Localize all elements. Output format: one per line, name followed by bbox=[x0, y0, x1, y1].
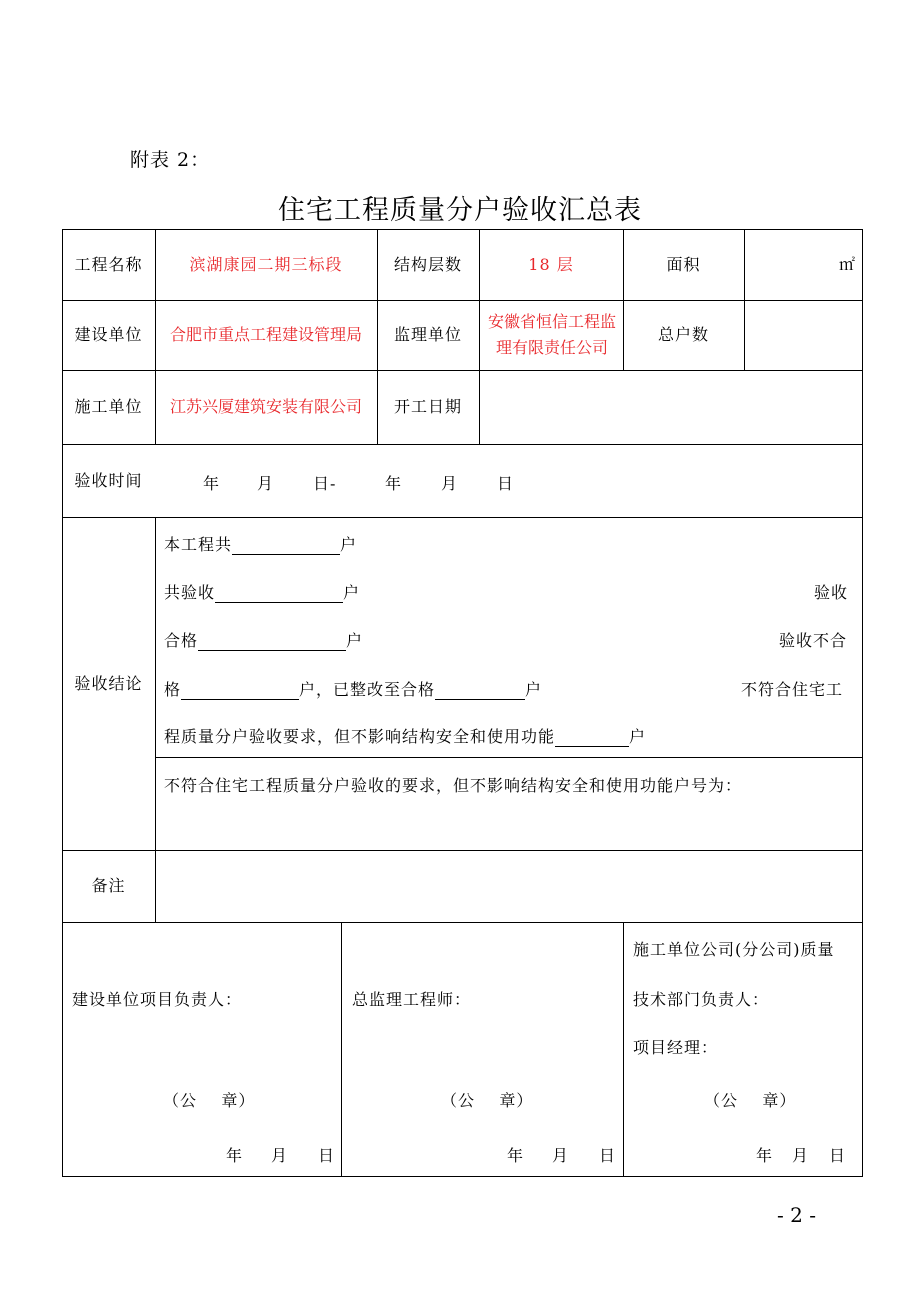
table-col-rule bbox=[623, 922, 624, 1176]
unqualified-text: 格 bbox=[164, 680, 182, 699]
project-name-value: 滨湖康园二期三标段 bbox=[189, 254, 343, 274]
remarks-label: 备注 bbox=[91, 876, 126, 896]
end-month: 月 bbox=[441, 474, 459, 493]
table-rule bbox=[62, 922, 863, 923]
unqualified-blank[interactable] bbox=[181, 681, 299, 700]
table-rule bbox=[62, 517, 863, 518]
supervisor-label: 监理单位 bbox=[393, 325, 462, 345]
inspected-blank[interactable] bbox=[215, 584, 343, 603]
contractor-signature-line-1: 施工单位公司(分公司)质量 bbox=[633, 940, 835, 959]
contractor-label: 施工单位 bbox=[74, 397, 143, 417]
line3-right-text: 验收不合 bbox=[779, 631, 848, 650]
table-border-right bbox=[862, 229, 863, 1177]
contractor-date-year: 年 bbox=[756, 1146, 774, 1165]
household-unit: 户 bbox=[343, 583, 361, 602]
project-name-label: 工程名称 bbox=[74, 254, 143, 274]
conclusion-line-3 bbox=[164, 628, 363, 651]
supervisor-date-day: 日 bbox=[599, 1146, 617, 1165]
rectified-blank[interactable] bbox=[435, 681, 525, 700]
qualified-blank[interactable] bbox=[198, 632, 346, 651]
line4-right-text: 不符合住宅工 bbox=[741, 680, 844, 699]
start-date-label: 开工日期 bbox=[393, 397, 462, 417]
conclusion-line-1 bbox=[164, 532, 357, 555]
table-rule bbox=[155, 757, 863, 758]
table-border-bottom bbox=[62, 1176, 863, 1177]
start-year: 年 bbox=[203, 474, 221, 493]
households-label: 总户数 bbox=[657, 325, 709, 345]
form-title: 住宅工程质量分户验收汇总表 bbox=[278, 195, 642, 226]
supervisor-value: 安徽省恒信工程监理有限责任公司 bbox=[487, 312, 616, 357]
inspected-text: 共验收 bbox=[164, 583, 216, 602]
area-label: 面积 bbox=[666, 254, 701, 274]
nonconforming-note: 不符合住宅工程质量分户验收的要求，但不影响结构安全和使用功能户号为： bbox=[164, 776, 743, 795]
contractor-date-day: 日 bbox=[829, 1146, 847, 1165]
contractor-date-month: 月 bbox=[792, 1146, 810, 1165]
total-households-text: 本工程共 bbox=[164, 535, 233, 554]
household-unit: 户 bbox=[525, 680, 543, 699]
contractor-seal: （公 章） bbox=[704, 1091, 797, 1110]
contractor-signature-line-3: 项目经理： bbox=[633, 1038, 719, 1057]
household-unit: 户 bbox=[629, 727, 647, 746]
acceptance-time-label: 验收时间 bbox=[74, 470, 143, 490]
contractor-value: 江苏兴厦建筑安装有限公司 bbox=[169, 397, 362, 417]
builder-signature-label: 建设单位项目负责人： bbox=[72, 990, 243, 1009]
conclusion-line-2 bbox=[164, 580, 360, 603]
contractor-signature-line-2: 技术部门负责人： bbox=[633, 990, 770, 1009]
household-unit: 户 bbox=[340, 535, 358, 554]
rectified-text: 户，已整改至合格 bbox=[299, 680, 436, 699]
conclusion-line-4 bbox=[164, 677, 542, 700]
builder-seal: （公 章） bbox=[163, 1091, 256, 1110]
supervisor-signature-label: 总监理工程师： bbox=[352, 990, 472, 1009]
conclusion-label: 验收结论 bbox=[74, 673, 143, 693]
household-unit: 户 bbox=[346, 631, 364, 650]
page-number: - 2 - bbox=[777, 1203, 816, 1227]
builder-date-day: 日 bbox=[318, 1146, 336, 1165]
start-month: 月 bbox=[257, 474, 275, 493]
table-col-rule bbox=[341, 922, 342, 1176]
supervisor-date-year: 年 bbox=[507, 1146, 525, 1165]
builder-value: 合肥市重点工程建设管理局 bbox=[169, 325, 362, 345]
line2-right-text: 验收 bbox=[814, 583, 849, 602]
builder-date-month: 月 bbox=[271, 1146, 289, 1165]
builder-label: 建设单位 bbox=[74, 325, 143, 345]
nonconforming-blank[interactable] bbox=[555, 728, 629, 747]
area-unit: ㎡ bbox=[838, 254, 856, 274]
qualified-text: 合格 bbox=[164, 631, 199, 650]
table-rule bbox=[62, 444, 863, 445]
total-households-blank[interactable] bbox=[232, 536, 340, 555]
start-day: 日- bbox=[313, 474, 337, 493]
table-rule bbox=[62, 850, 863, 851]
floors-value: 18 层 bbox=[528, 254, 574, 274]
end-day: 日 bbox=[497, 474, 515, 493]
end-year: 年 bbox=[385, 474, 403, 493]
supervisor-date-month: 月 bbox=[552, 1146, 570, 1165]
table-col-rule bbox=[155, 517, 156, 922]
conclusion-line-5 bbox=[164, 724, 646, 747]
builder-date-year: 年 bbox=[226, 1146, 244, 1165]
floors-label: 结构层数 bbox=[393, 254, 462, 274]
supervisor-seal: （公 章） bbox=[441, 1091, 534, 1110]
nonconforming-text: 程质量分户验收要求，但不影响结构安全和使用功能 bbox=[164, 727, 556, 746]
appendix-label: 附表 2： bbox=[130, 149, 211, 171]
